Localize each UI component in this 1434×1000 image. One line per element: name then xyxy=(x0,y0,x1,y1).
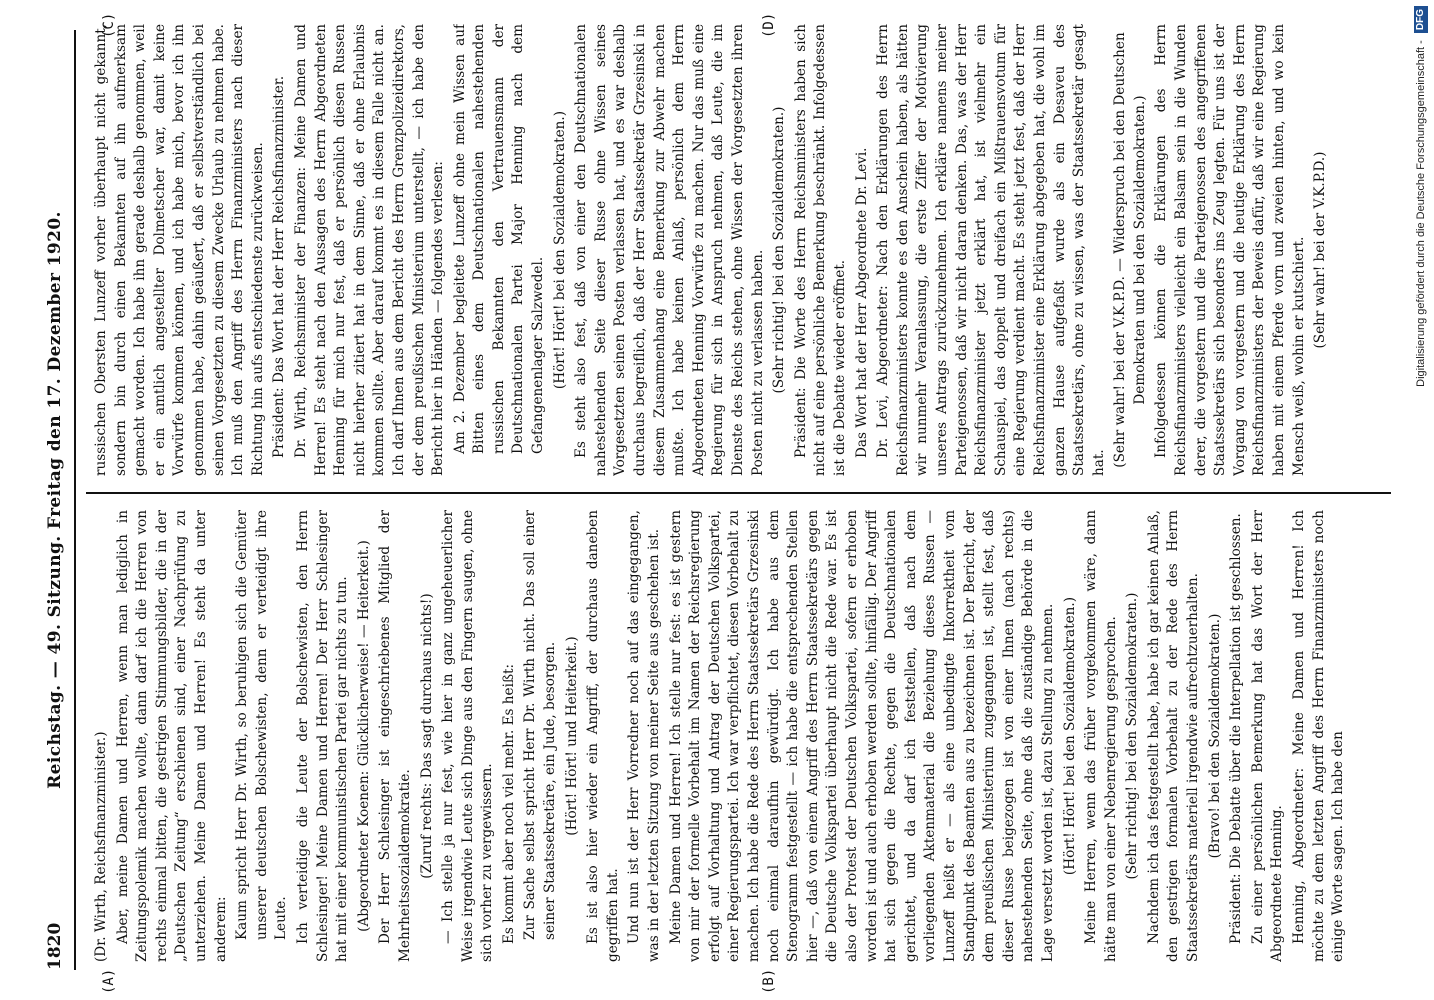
digitization-credit xyxy=(1410,6,1432,994)
interjection: (Hört! Hört! bei den Sozialdemokraten.) xyxy=(1061,596,1078,876)
paragraph: Meine Herren, wenn das früher vorgekommen wäre, dann hätte man von einer Nebenregierung gesprochen. xyxy=(1083,510,1119,962)
left-text-column xyxy=(92,510,1395,962)
paragraph: Am 2. Dezember begleitete Lunzeff ohne mein Wissen auf Bitten eines dem Deutschnationalen nahestehenden russischen Bekannten den Vertrauensmann der Deutschnationalen Partei Major Henning nach dem Gefangenenlager Salzwedel. xyxy=(451,24,547,454)
paragraph: (Dr. Wirth, Reichsfinanzminister.) xyxy=(93,731,109,962)
interjection: (Sehr richtig! bei den Sozialdemokraten.) xyxy=(1124,592,1141,880)
column-divider xyxy=(86,492,1391,494)
page-number: 1820 xyxy=(45,922,65,970)
right-text-column xyxy=(92,24,1395,476)
paragraph: Nachdem ich das festgestellt habe, habe ich gar keinen Anlaß, den gestrigen formalen Vorbehalt zu der Rede des Herrn Staatssekretärs materiell irgendwie aufrechtzuerhalten. xyxy=(1145,510,1202,962)
interjection: (Hört! Hört! und Heiterkeit.) xyxy=(563,636,580,836)
interjection: (Sehr richtig! bei den Sozialdemokraten.) xyxy=(771,106,788,394)
paragraph: Es ist also hier wieder ein Angriff, der durchaus daneben gegriffen hat. xyxy=(585,510,621,962)
paragraph: Der Herr Schlesinger ist eingeschriebenes Mitglied der Mehrheitssozialdemokratie. xyxy=(377,510,413,962)
paragraph: Es steht also fest, daß von einer den Deutschnationalen nahestehenden Seite dieser Russe ohne Wissen seines Vorgesetzten seinen Posten verlassen hat, und es war deshalb durchaus begreiflich, daß der Herr Staatssekretär Grzesinski in diesem Zusammenhang eine Bemerkung zur Abwehr machen mußte. Ich habe keinen Anlaß, persönlich dem Herrn Abgeordneten Henning Vorwürfe zu machen. Nur das muß eine Regierung für sich in Anspruch nehmen, daß Leute, die im Dienste des Reichs stehen, ohne Wissen der Vorgesetzten ihren Posten nicht zu verlassen haben. xyxy=(573,24,766,476)
paragraph: Es kommt aber noch viel mehr. Es heißt: xyxy=(500,663,517,944)
interjection: (Zuruf rechts: Das sagt durchaus nichts!) xyxy=(418,593,435,879)
rotated-document-page xyxy=(30,0,1405,1000)
paragraph: Dr. Levi, Abgeordneter: Nach den Erklärungen des Herrn Reichsfinanzministers konnte es den Anschein haben, als hätten wir nunmehr Veranlassung, die erste Ziffer der Motivierung unseres Antrags zurückzunehmen. Ich erkläre namens meiner Parteigenossen, daß wir nicht daran denken. Das, was der Herr Reichsfinanzminister jetzt erklärt hat, ist vielmehr ein Schauspiel, das doppelt und dreifach ein Mißtrauensvotum für eine Regierung verdient macht. Es steht jetzt fest, daß der Herr Reichsfinanzminister eine Erklärung abgegeben hat, die wohl im ganzen Hause aufgefaßt wurde als ein Desaveu des Staatssekretärs, ohne zu wissen, was der Staatssekretär gesagt hat. xyxy=(875,24,1107,476)
paragraph: Dr. Wirth, Reichsminister der Finanzen: Meine Damen und Herren! Es steht nach den Aussagen des Herrn Abgeordneten Henning für mich nur fest, daß er persönlich diesen Russen nicht hierher zitiert hat in dem Sinne, daß er ohne Erlaubnis kommen sollte. Aber darauf kommt es in diesem Falle nicht an. Ich darf Ihnen aus dem Bericht des Herrn Grenzpolizeidirektors, der dem preußischen Ministerium unterstellt, — ich habe den Bericht hier in Händen — folgendes verlesen: xyxy=(292,24,447,476)
margin-mark-b: (B) xyxy=(761,968,777,994)
interjection: (Bravo! bei den Sozialdemokraten.) xyxy=(1206,613,1223,859)
paragraph: Zu einer persönlichen Bemerkung hat das Wort der Herr Abgeordnete Henning. xyxy=(1249,510,1286,962)
paragraph: Aber, meine Damen und Herren, wenn man lediglich in Zeitungspolemik machen wollte, dann darf ich die Herren von rechts einmal bitten, die gestrigen Stimmungsbilder, die in der „Deutschen Zeitung“ erschienen sind, einer Nachprüfung zu unterziehen. Meine Damen und Herren! Es steht da unter anderem: xyxy=(114,510,229,962)
paragraph: — Ich stelle ja nur fest, wie hier in ganz ungeheuerlicher Weise irgendwie Leute sich Dinge aus den Fingern saugen, ohne sich vorher zu vergewissern. xyxy=(440,510,496,962)
paragraph: Zur Sache selbst spricht Herr Dr. Wirth nicht. Das soll einer seiner Staatssekretäre, ein Jude, besorgen. xyxy=(522,510,559,940)
margin-mark-c: (C) xyxy=(101,12,117,38)
dfg-logo: DFG xyxy=(1414,6,1428,33)
interjection: (Hört! Hört! bei den Sozialdemokraten.) xyxy=(551,110,568,390)
paragraph: Henning, Abgeordneter: Meine Damen und Herren! Ich möchte zu dem letzten Angriff des Herrn Finanzministers noch einige Worte sagen. Ich habe den xyxy=(1291,510,1347,962)
interjection: (Sehr wahr! bei der V.K.P.D.) xyxy=(1312,151,1329,349)
header-title: Reichstag. — 49. Sitzung. Freitag den 17. Dezember 1920. xyxy=(45,211,65,789)
interjection: (Sehr wahr! bei der V.K.P.D. — Widerspruch bei den Deutschen Demokraten und bei den Sozialdemokraten.) xyxy=(1112,32,1148,468)
interjection: (Abgeordneter Koenen: Glücklicherweise! — Heiterkeit.) xyxy=(355,540,372,932)
paragraph: Präsident: Die Debatte über die Interpellation ist geschlossen. xyxy=(1228,513,1245,944)
paragraph: Das Wort hat der Herr Abgeordnete Dr. Levi. xyxy=(853,147,870,458)
paragraph: Präsident: Das Wort hat der Herr Reichsfinanzminister. xyxy=(271,75,288,458)
paragraph: russischen Obersten Lunzeff vorher überhaupt nicht gekannt, sondern bin durch einen Bekannten auf ihn aufmerksam gemacht worden. Ich habe ihn gerade deshalb genommen, weil er ein amtlich angestellter Dolmetscher war, damit keine Vorwürfe kommen können, und ich habe mich, bevor ich ihn genommen habe, dahin geäußert, daß er selbstverständlich bei seinen Vorgesetzten zu diesem Zwecke Urlaub zu nehmen habe. Ich muß den Angriff des Herrn Finanzministers nach dieser Richtung hin aufs entschiedenste zurückweisen. xyxy=(93,24,266,476)
paragraph: Infolgedessen können die Erklärungen des Herrn Reichsfinanzministers vielleicht ein Balsam sein in die Wunden derer, die vorgestern und die Parteigenossen des angegriffenen Staatssekretärs sich besonders ins Zeug legten. Für uns ist der Vorgang von vorgestern und die heutige Erklärung des Herrn Reichsfinanzministers der Beweis dafür, daß wir eine Regierung haben mit einem Pferde vorn und zweien hinten, und wo kein Mensch weiß, wohin er kutschiert. xyxy=(1153,24,1307,476)
paragraph: Kaum spricht Herr Dr. Wirth, so beruhigen sich die Gemüter unserer deutschen Bolschewisten, denn er verteidigt ihre Leute. xyxy=(234,510,290,940)
page-header xyxy=(38,30,76,970)
paragraph: Meine Damen und Herren! Ich stelle nur fest: es ist gestern von mir der formelle Vorbehalt im Namen der Reichsregierung erfolgt auf Vorhaltung und Antrag der Deutschen Volkspartei, einer Regierungspartei. Ich war verpflichtet, diesen Vorbehalt zu machen. Ich habe die Rede des Herrn Staatssekretärs Grzesinski noch einmal daraufhin gewürdigt. Ich habe aus dem Stenogramm festgestellt — ich habe die entsprechenden Stellen hier —, daß von einem Angriff des Herrn Staatssekretärs gegen die Deutsche Volkspartei überhaupt nicht die Rede war. Es ist also der Protest der Deutschen Volkspartei, sofern er erhoben worden ist und auch erhoben werden sollte, hinfällig. Der Angriff hat sich gegen die Rechte, gegen die Deutschnationalen gerichtet, und da darf ich feststellen, daß nach dem vorliegenden Aktenmaterial die Beziehung dieses Russen — Lunzeff heißt er — als eine unbedingte Inkorrektheit vom Standpunkt des Beamten aus zu bezeichnen ist. Der Bericht, der dem preußischen Ministerium zugegangen ist, stellt fest, daß dieser Russe beigezogen ist von einer Ihnen (nach rechts) nahestehenden Seite, ohne daß die zuständige Behörde in die Lage versetzt worden ist, dazu Stellung zu nehmen. xyxy=(667,510,1056,962)
margin-mark-a: (A) xyxy=(101,968,117,994)
credit-text: Digitalisierung gefördert durch die Deutsche Forschungsgemeinschaft - xyxy=(1415,40,1427,387)
paragraph: Ich verteidige die Leute der Bolschewisten, den Herrn Schlesinger! Meine Damen und Herren! Der Herr Schlesinger hat mit einer kommunistischen Partei gar nichts zu tun. xyxy=(294,510,351,962)
margin-mark-d: (D) xyxy=(761,12,777,38)
paragraph: Und nun ist der Herr Vorredner noch auf das eingegangen, was in der letzten Sitzung von meiner Seite aus geschehen ist. xyxy=(626,510,663,962)
paragraph: Präsident: Die Worte des Herrn Reichsministers haben sich nicht auf eine persönliche Bemerkung beschränkt. Infolgedessen ist die Debatte wieder eröffnet. xyxy=(792,24,848,476)
